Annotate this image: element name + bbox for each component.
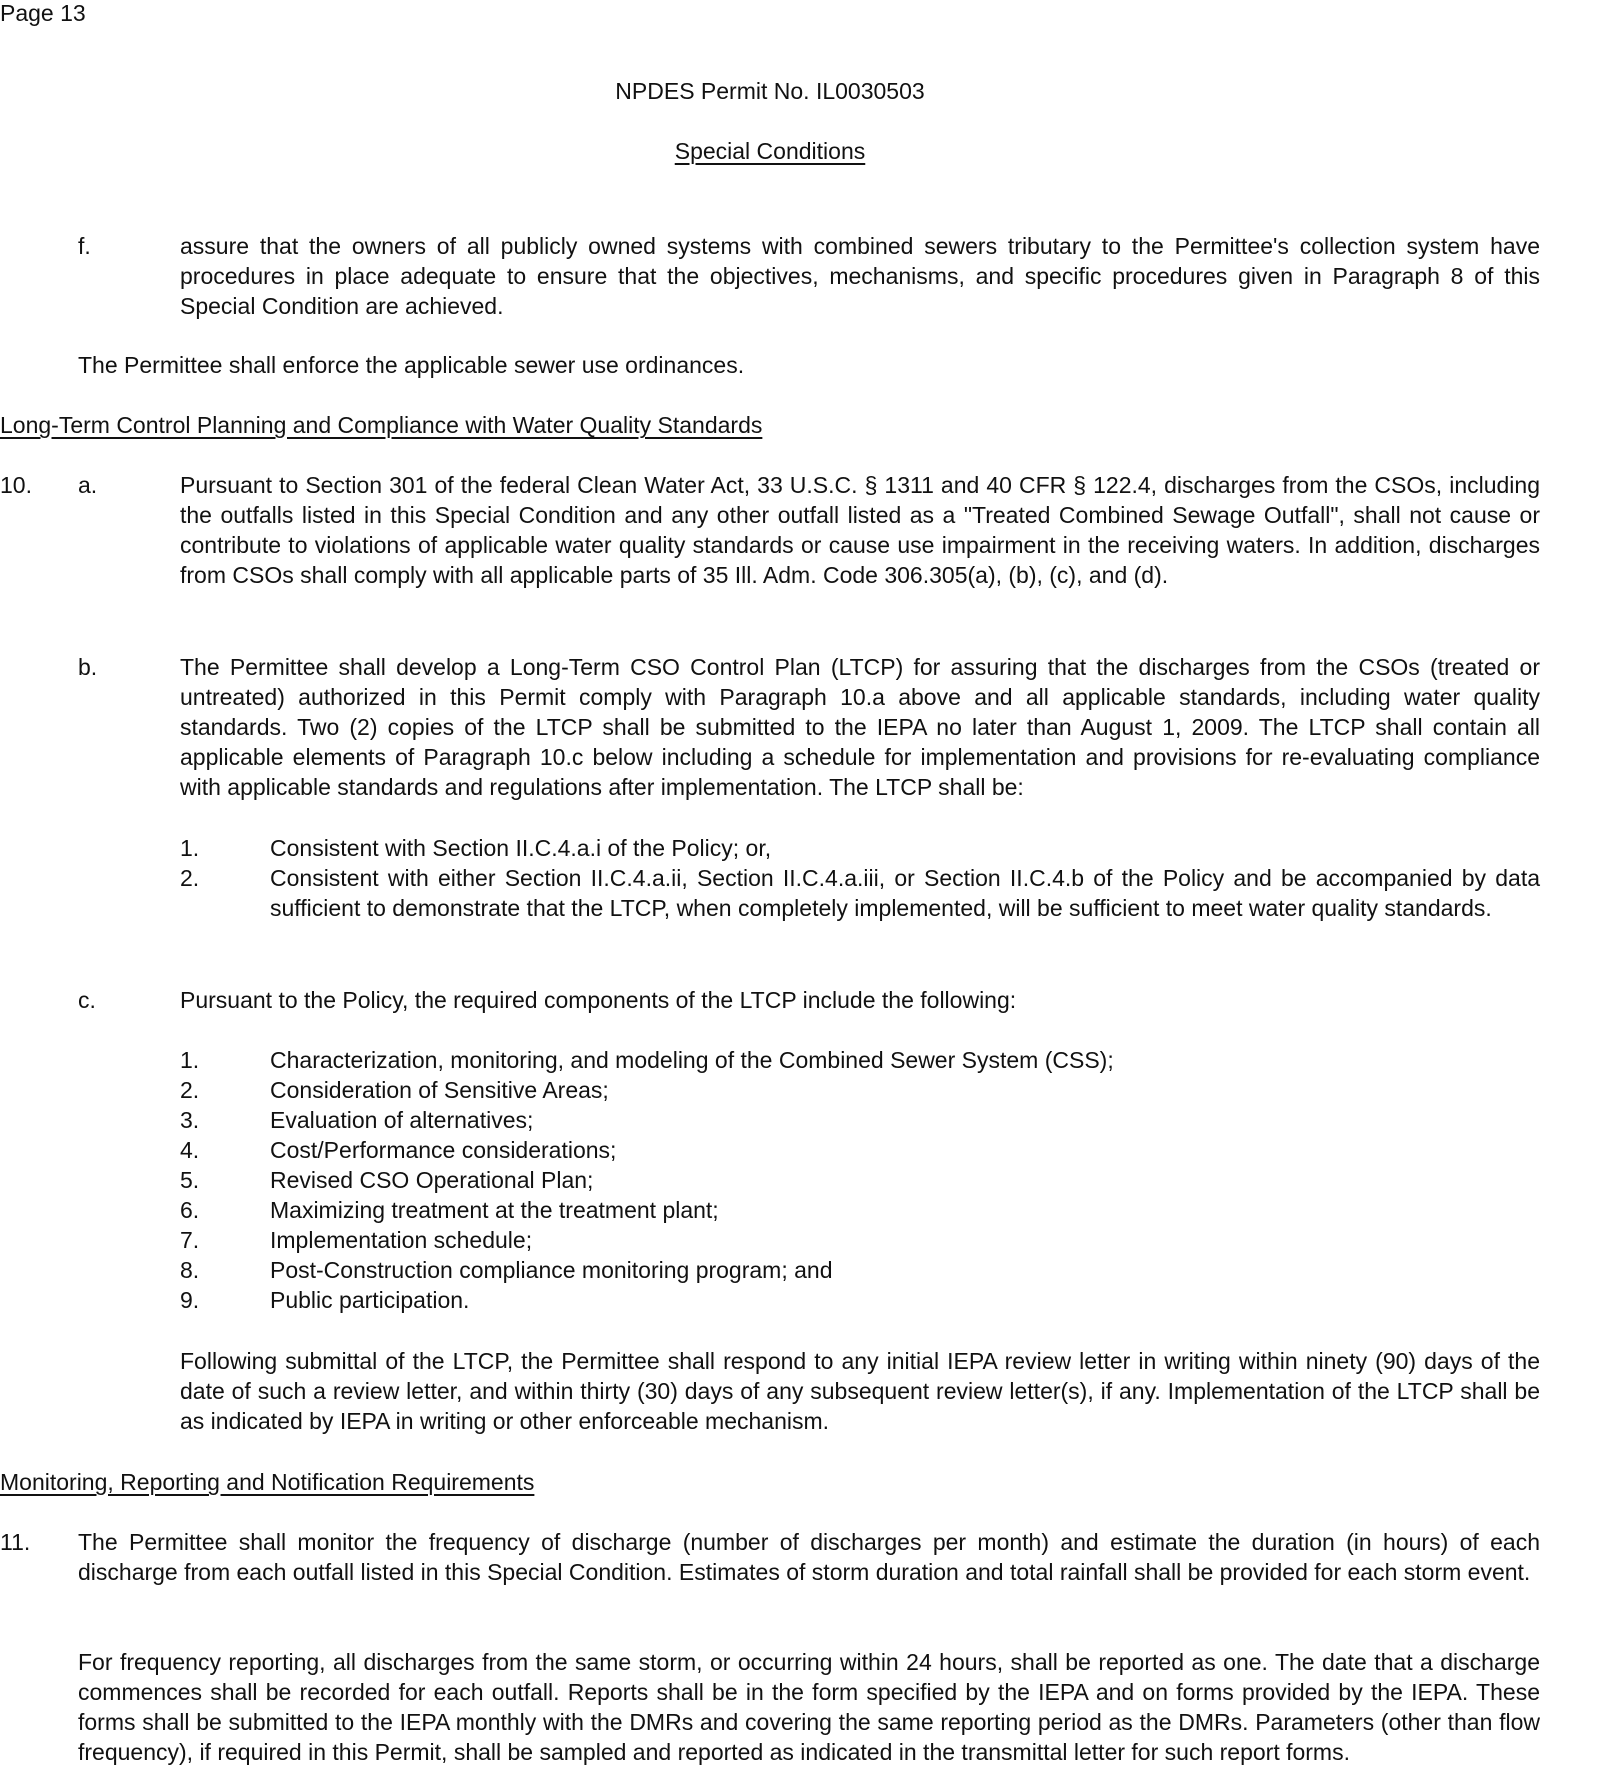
para-10c-label: c. <box>78 987 96 1013</box>
list-c-num: 8. <box>180 1257 200 1283</box>
list-c-num: 6. <box>180 1197 200 1223</box>
list-c-item: Maximizing treatment at the treatment plant; <box>270 1197 719 1223</box>
section-heading-ltcp: Long-Term Control Planning and Compliance with Water Quality Standards <box>0 412 763 438</box>
page-subtitle: Special Conditions <box>674 138 866 164</box>
list-c-num: 9. <box>180 1287 200 1313</box>
list-c-item: Implementation schedule; <box>270 1227 533 1253</box>
list-c-num: 5. <box>180 1167 200 1193</box>
para-10a-label: a. <box>78 472 98 498</box>
para-10c-intro: Pursuant to the Policy, the required components of the LTCP include the following: <box>180 987 1017 1013</box>
para-11-text: The Permittee shall monitor the frequency of discharge (number of discharges per month) and estimate the duration (in hours) of each discharge from each outfall listed in this Special Condition. Estimates of storm duration and total rainfall shall be provided for each storm event. <box>78 1529 1540 1585</box>
list-c-item: Public participation. <box>270 1287 470 1313</box>
list-c-num: 3. <box>180 1107 200 1133</box>
list-b-num-2: 2. <box>180 865 200 891</box>
list-c-item: Evaluation of alternatives; <box>270 1107 534 1133</box>
para-10b-text: The Permittee shall develop a Long-Term CSO Control Plan (LTCP) for assuring that the discharges from the CSOs (treated or untreated) authorized in this Permit comply with Paragraph 10.a above and all applicable standards, including water quality standards. Two (2) copies of the LTCP shall be submitted to the IEPA no later than August 1, 2009. The LTCP shall contain all applicable elements of Paragraph 10.c below including a schedule for implementation and provisions for re-evaluating compliance with applicable standards and regulations after implementation. The LTCP shall be: <box>180 654 1540 800</box>
enforce-text: The Permittee shall enforce the applicable sewer use ordinances. <box>78 352 745 378</box>
list-c-num: 4. <box>180 1137 200 1163</box>
para-10b-label: b. <box>78 654 98 680</box>
list-b-item-2: Consistent with either Section II.C.4.a.ii, Section II.C.4.a.iii, or Section II.C.4.b of the Policy and be accompanied by data sufficient to demonstrate that the LTCP, when completely implemented, will be sufficient to meet water quality standards. <box>270 865 1540 921</box>
para-f-label: f. <box>78 233 91 259</box>
permit-number: NPDES Permit No. IL0030503 <box>615 78 925 104</box>
list-c-num: 2. <box>180 1077 200 1103</box>
page-number: Page 13 <box>0 0 86 26</box>
para-11-reporting-text: For frequency reporting, all discharges from the same storm, or occurring within 24 hours, shall be reported as one. The date that a discharge commences shall be recorded for each outfall. Reports shall be in the form specified by the IEPA and on forms provided by the IEPA. These forms shall be submitted to the IEPA monthly with the DMRs and covering the same reporting period as the DMRs. Parameters (other than flow frequency), if required in this Permit, shall be sampled and reported as indicated in the transmittal letter for such report forms. <box>78 1649 1540 1765</box>
list-b-num-1: 1. <box>180 835 200 861</box>
list-b-item-1: Consistent with Section II.C.4.a.i of the Policy; or, <box>270 835 772 861</box>
list-c-item: Post-Construction compliance monitoring program; and <box>270 1257 833 1283</box>
list-c-item: Consideration of Sensitive Areas; <box>270 1077 609 1103</box>
list-c-item: Characterization, monitoring, and modeling of the Combined Sewer System (CSS); <box>270 1047 1114 1073</box>
para-f-text: assure that the owners of all publicly owned systems with combined sewers tributary to the Permittee's collection system have procedures in place adequate to ensure that the objectives, mechanisms, and specific procedures given in Paragraph 8 of this Special Condition are achieved. <box>180 233 1540 319</box>
list-c-item: Revised CSO Operational Plan; <box>270 1167 594 1193</box>
section-11-number: 11. <box>0 1529 31 1555</box>
section-10-number: 10. <box>0 472 32 498</box>
list-c-item: Cost/Performance considerations; <box>270 1137 617 1163</box>
section-heading-monitoring: Monitoring, Reporting and Notification Requirements <box>0 1469 535 1495</box>
list-c-num: 7. <box>180 1227 200 1253</box>
ltcp-following-text: Following submittal of the LTCP, the Permittee shall respond to any initial IEPA review letter in writing within ninety (90) days of the date of such a review letter, and within thirty (30) days of any subsequent review letter(s), if any. Implementation of the LTCP shall be as indicated by IEPA in writing or other enforceable mechanism. <box>180 1348 1540 1434</box>
list-c-num: 1. <box>180 1047 200 1073</box>
para-10a-text: Pursuant to Section 301 of the federal Clean Water Act, 33 U.S.C. § 1311 and 40 CFR § 122.4, discharges from the CSOs, including the outfalls listed in this Special Condition and any other outfall listed as a "Treated Combined Sewage Outfall", shall not cause or contribute to violations of applicable water quality standards or cause use impairment in the receiving waters. In addition, discharges from CSOs shall comply with all applicable parts of 35 Ill. Adm. Code 306.305(a), (b), (c), and (d). <box>180 472 1540 588</box>
